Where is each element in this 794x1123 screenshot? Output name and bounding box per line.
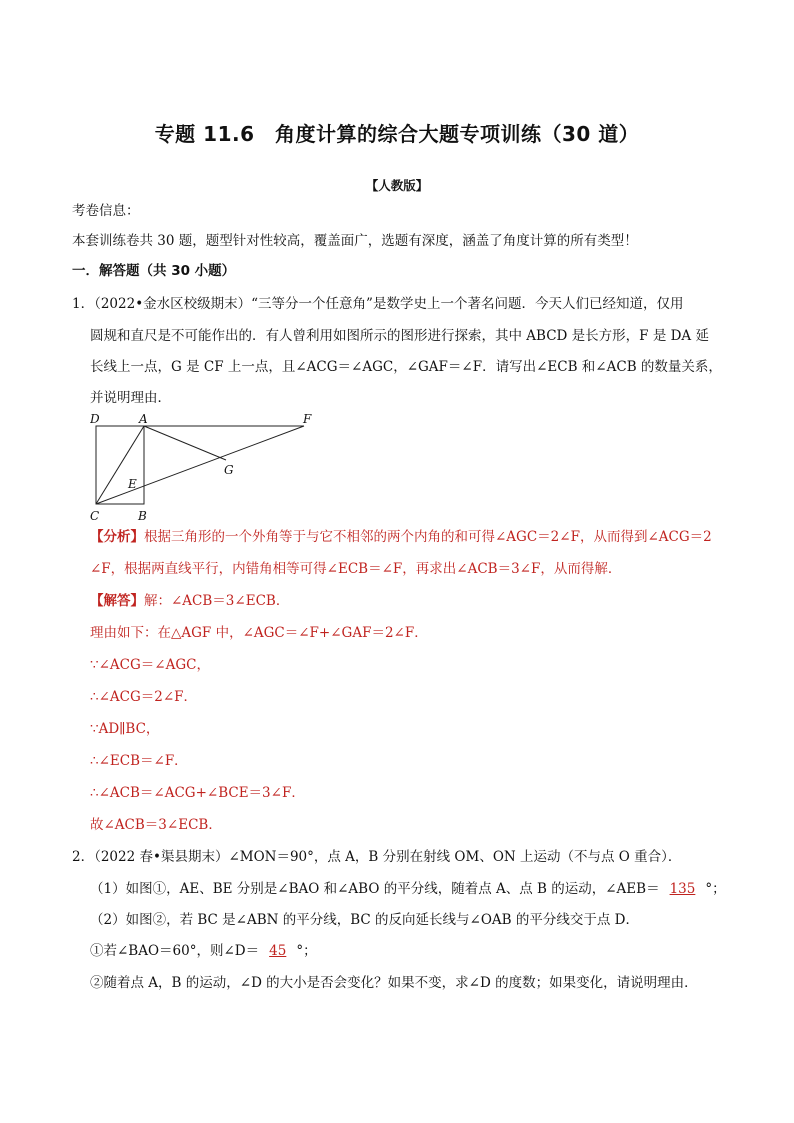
label-f: F — [303, 412, 312, 426]
q2-sub1-tail: °； — [705, 881, 726, 897]
label-b: B — [138, 509, 147, 523]
line-ca — [96, 426, 144, 504]
info-text: 本套训练卷共 30 题，题型针对性较高，覆盖面广，选题有深度，涵盖了角度计算的所有类型！ — [72, 233, 638, 249]
line-ag — [144, 426, 226, 460]
q1-line-2: 圆规和直尺是不可能作出的．有人曾利用如图所示的图形进行探索，其中 ABCD 是长方形，F 是 DA 延 — [90, 328, 709, 344]
info-heading: 考卷信息： — [72, 203, 140, 219]
q1-line-4: 并说明理由． — [90, 390, 171, 406]
q1-step-4: ∵AD∥BC， — [90, 721, 160, 737]
label-e: E — [128, 477, 137, 491]
line-cf — [96, 426, 304, 504]
label-g: G — [224, 463, 234, 477]
analysis-text-1: 根据三角形的一个外角等于与它不相邻的两个内角的和可得∠AGC＝2∠F，从而得到∠ACG＝2 — [144, 529, 712, 545]
answer-text: 解：∠ACB＝3∠ECB． — [144, 593, 290, 609]
label-a: A — [139, 412, 148, 426]
q2-sub1-text: （1）如图①，AE、BE 分别是∠BAO 和∠ABO 的平分线，随着点 A、点 B 的运动，∠AEB＝ — [90, 881, 660, 897]
q1-line-3: 长线上一点，G 是 CF 上一点，且∠ACG＝∠AGC，∠GAF＝∠F．请写出∠ECB 和∠ACB 的数量关系， — [90, 359, 722, 375]
q1-analysis-line-2: ∠F，根据两直线平行，内错角相等可得∠ECB＝∠F，再求出∠ACB＝3∠F，从而得解． — [90, 561, 622, 577]
q1-step-5: ∴∠ECB＝∠F． — [90, 753, 188, 769]
q1-analysis-line-1 — [90, 528, 712, 546]
q1-step-3: ∴∠ACG＝2∠F． — [90, 689, 198, 705]
label-c: C — [90, 509, 100, 523]
q2-sub-2b: ②随着点 A，B 的运动，∠D 的大小是否会变化？如果不变，求∠D 的度数；如果变化，请说明理由． — [90, 975, 698, 991]
q1-step-7: 故∠ACB＝3∠ECB． — [90, 817, 222, 833]
q2-sub2a-answer: 45 — [269, 943, 287, 959]
label-d: D — [90, 412, 100, 426]
analysis-tag: 【分析】 — [90, 529, 144, 545]
q2-sub1-answer: 135 — [669, 881, 696, 897]
answer-tag: 【解答】 — [90, 593, 144, 609]
section-heading: 一．解答题（共 30 小题） — [72, 263, 236, 279]
q1-geometry-figure — [90, 412, 330, 524]
q2-sub-2: （2）如图②，若 BC 是∠ABN 的平分线，BC 的反向延长线与∠OAB 的平分线交于点 D． — [90, 912, 640, 928]
q1-step-6: ∴∠ACB＝∠ACG+∠BCE＝3∠F． — [90, 785, 305, 801]
q1-line-1: 1．（2022•金水区校级期末）“三等分一个任意角”是数学史上一个著名问题．今天人们已经知道，仅用 — [72, 296, 684, 312]
q1-step-2: ∵∠ACG＝∠AGC， — [90, 657, 210, 673]
q1-answer-line — [90, 592, 289, 610]
q2-line-1: 2．（2022 春•渠县期末）∠MON＝90°，点 A，B 分别在射线 OM、ON 上运动（不与点 O 重合）． — [72, 849, 682, 865]
edition-label: 【人教版】 — [365, 178, 429, 193]
q1-step-1: 理由如下：在△AGF 中，∠AGC＝∠F+∠GAF＝2∠F． — [90, 625, 428, 641]
page-title: 专题 11.6 角度计算的综合大题专项训练（30 道） — [154, 122, 640, 146]
q2-sub2a-tail: °； — [296, 943, 317, 959]
q2-sub-1 — [90, 880, 726, 898]
q2-sub2a-text: ①若∠BAO＝60°，则∠D＝ — [90, 943, 260, 959]
q2-sub-2a — [90, 942, 317, 960]
